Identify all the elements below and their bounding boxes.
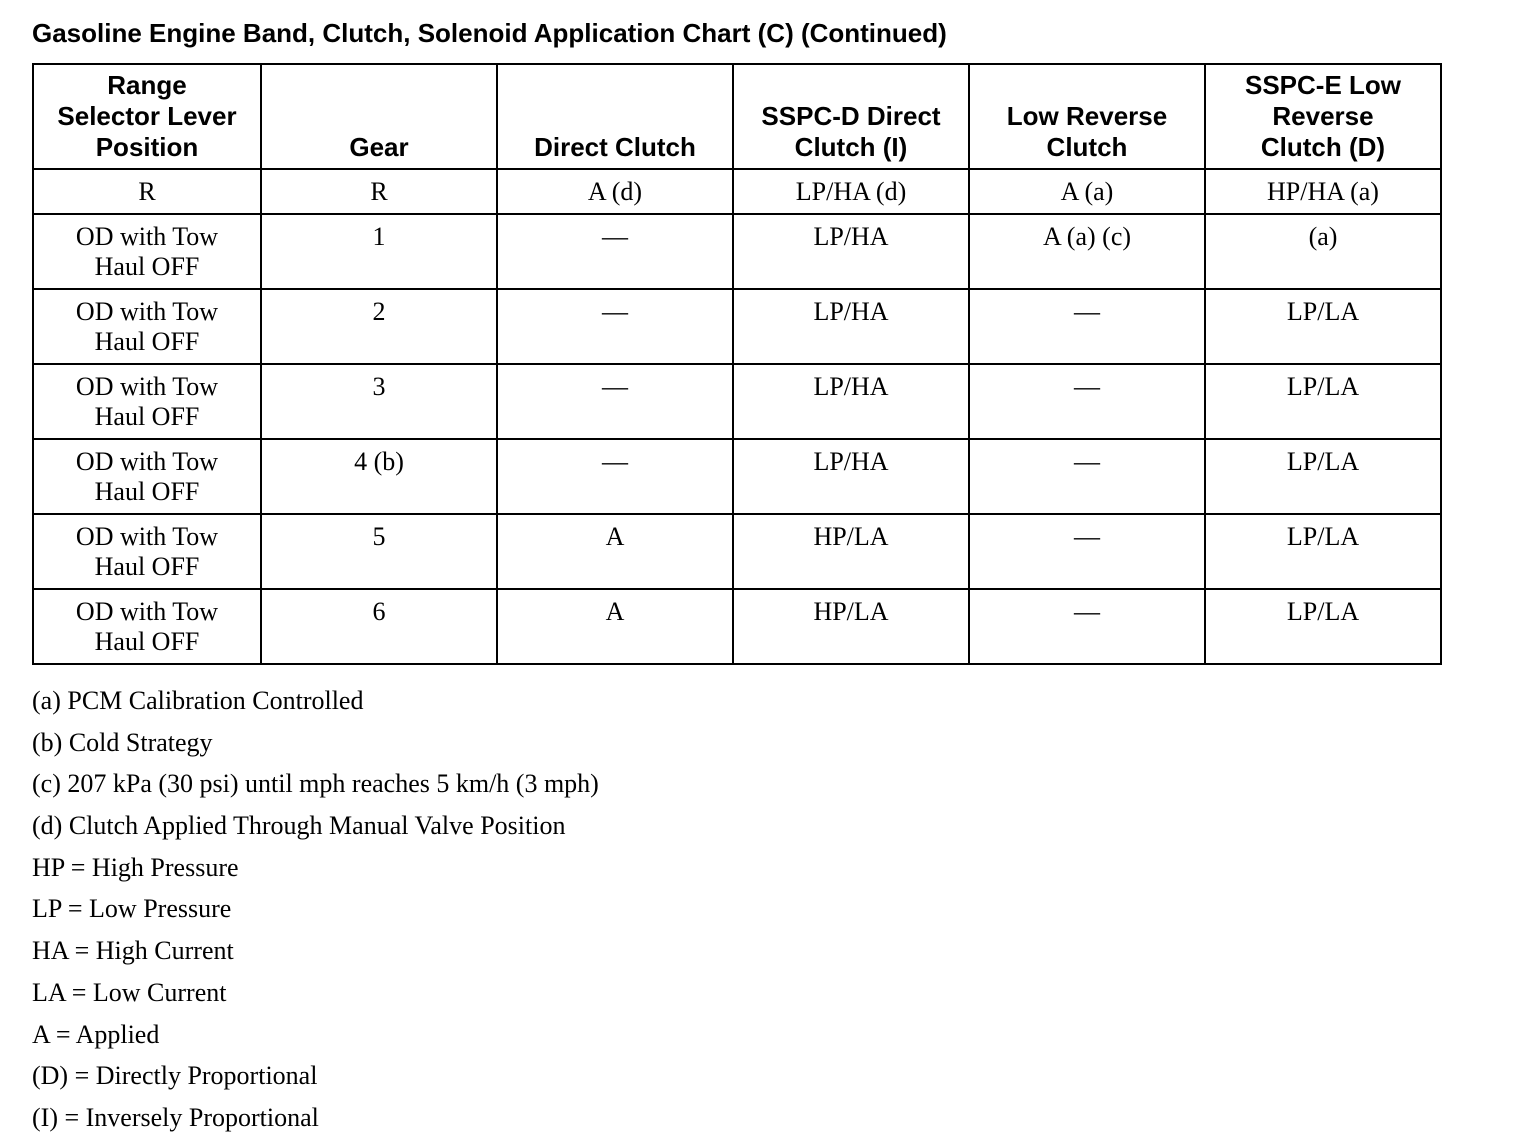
table-row xyxy=(33,169,1441,214)
table-cell-low-reverse xyxy=(969,214,1205,289)
header-direct-clutch xyxy=(497,64,733,169)
footnote: (c) 207 kPa (30 psi) until mph reaches 5 km/h (3 mph) xyxy=(32,769,599,799)
table-cell-sspc-d xyxy=(733,214,969,289)
table-cell-gear xyxy=(261,289,497,364)
table-cell-range xyxy=(33,514,261,589)
cell-line: OD with Tow xyxy=(75,222,219,251)
header-line: Gear xyxy=(349,132,409,162)
table-cell-low-reverse xyxy=(969,364,1205,439)
cell-line: LP/LA xyxy=(1286,597,1360,626)
table-cell-low-reverse xyxy=(969,439,1205,514)
header-line: Clutch xyxy=(1046,132,1128,162)
table-cell-direct-clutch xyxy=(497,589,733,664)
table-cell-gear xyxy=(261,514,497,589)
cell-line: LP/HA xyxy=(813,297,889,326)
table-cell-range xyxy=(33,589,261,664)
cell-line: 3 xyxy=(372,372,386,401)
cell-line: OD with Tow xyxy=(75,297,219,326)
cell-line: LP/LA xyxy=(1286,522,1360,551)
table-cell-low-reverse xyxy=(969,589,1205,664)
cell-line: A xyxy=(605,522,625,551)
header-gear xyxy=(261,64,497,169)
table-cell-gear xyxy=(261,214,497,289)
cell-line: — xyxy=(1074,372,1100,401)
table-cell-sspc-d xyxy=(733,589,969,664)
table-cell-low-reverse xyxy=(969,514,1205,589)
header-line: Clutch (I) xyxy=(794,132,908,162)
cell-line: — xyxy=(602,372,628,401)
legend-item: LP = Low Pressure xyxy=(32,894,232,924)
table-cell-direct-clutch xyxy=(497,514,733,589)
table-header-row xyxy=(33,64,1441,169)
header-line: SSPC-D Direct xyxy=(761,101,941,131)
cell-line: 4 (b) xyxy=(354,447,404,476)
cell-line: LP/HA xyxy=(813,447,889,476)
table-cell-range xyxy=(33,214,261,289)
table-cell-sspc-d xyxy=(733,514,969,589)
application-chart-table xyxy=(32,63,1442,665)
table-cell-sspc-d xyxy=(733,289,969,364)
table-cell-gear xyxy=(261,169,497,214)
cell-line: — xyxy=(1074,522,1100,551)
cell-line: (a) xyxy=(1308,222,1338,251)
table-cell-sspc-d xyxy=(733,439,969,514)
cell-line: LP/HA xyxy=(813,372,889,401)
table-cell-direct-clutch xyxy=(497,214,733,289)
cell-line: HP/HA (a) xyxy=(1267,177,1379,206)
cell-line: Haul OFF xyxy=(94,552,200,581)
table-cell-direct-clutch xyxy=(497,289,733,364)
cell-line: A (d) xyxy=(587,177,643,206)
page-title: Gasoline Engine Band, Clutch, Solenoid Application Chart (C) (Continued) xyxy=(32,18,947,48)
cell-line: 1 xyxy=(372,222,386,251)
header-line: Range xyxy=(107,70,187,100)
cell-line: — xyxy=(602,447,628,476)
table-cell-gear xyxy=(261,439,497,514)
table-cell-sspc-e xyxy=(1205,289,1441,364)
header-line: Low Reverse xyxy=(1006,101,1168,131)
legend-item: HP = High Pressure xyxy=(32,852,239,882)
table-cell-sspc-d xyxy=(733,169,969,214)
cell-line: LP/LA xyxy=(1286,447,1360,476)
footnote: (a) PCM Calibration Controlled xyxy=(32,686,364,715)
table-cell-sspc-d xyxy=(733,364,969,439)
cell-line: OD with Tow xyxy=(75,597,219,626)
footnote: (d) Clutch Applied Through Manual Valve Position xyxy=(32,811,566,841)
cell-line: Haul OFF xyxy=(94,477,200,506)
legend-item: HA = High Current xyxy=(32,936,234,966)
cell-line: LP/HA (d) xyxy=(795,177,907,206)
table-row xyxy=(33,364,1441,439)
table-cell-sspc-e xyxy=(1205,214,1441,289)
table-cell-range xyxy=(33,169,261,214)
table-cell-sspc-e xyxy=(1205,439,1441,514)
table-cell-sspc-e xyxy=(1205,364,1441,439)
cell-line: LP/HA xyxy=(813,222,889,251)
legend-item: (I) = Inversely Proportional xyxy=(32,1102,319,1132)
header-line: Position xyxy=(95,132,199,162)
table-cell-sspc-e xyxy=(1205,589,1441,664)
cell-line: — xyxy=(1074,447,1100,476)
cell-line: — xyxy=(602,222,628,251)
table-row xyxy=(33,439,1441,514)
footnote: (b) Cold Strategy xyxy=(32,727,213,757)
cell-line: OD with Tow xyxy=(75,372,219,401)
cell-line: A (a) xyxy=(1060,177,1114,206)
header-line: Selector Lever xyxy=(57,101,237,131)
cell-line: A (a) (c) xyxy=(1042,222,1132,251)
table-cell-range xyxy=(33,439,261,514)
cell-line: OD with Tow xyxy=(75,522,219,551)
table-cell-range xyxy=(33,364,261,439)
table-cell-sspc-e xyxy=(1205,514,1441,589)
header-sspc-e-low-reverse-clutch xyxy=(1205,64,1441,169)
table-cell-low-reverse xyxy=(969,289,1205,364)
cell-line: — xyxy=(1074,597,1100,626)
table-row xyxy=(33,514,1441,589)
table-row xyxy=(33,589,1441,664)
cell-line: Haul OFF xyxy=(94,252,200,281)
table-cell-direct-clutch xyxy=(497,364,733,439)
cell-line: 5 xyxy=(372,522,386,551)
header-line: Clutch (D) xyxy=(1260,132,1386,162)
table-row xyxy=(33,289,1441,364)
cell-line: 2 xyxy=(372,297,386,326)
cell-line: HP/LA xyxy=(813,597,889,626)
table-cell-range xyxy=(33,289,261,364)
table-cell-sspc-e xyxy=(1205,169,1441,214)
cell-line: LP/LA xyxy=(1286,297,1360,326)
table-cell-direct-clutch xyxy=(497,439,733,514)
legend-item: LA = Low Current xyxy=(32,977,227,1007)
cell-line: Haul OFF xyxy=(94,327,200,356)
cell-line: R xyxy=(138,177,156,206)
header-line: SSPC-E Low xyxy=(1244,70,1401,100)
cell-line: — xyxy=(602,297,628,326)
header-range-selector-lever-position xyxy=(33,64,261,169)
legend-item: (D) = Directly Proportional xyxy=(32,1061,318,1091)
footnotes-legend xyxy=(32,686,599,1145)
cell-line: R xyxy=(370,177,388,206)
cell-line: A xyxy=(605,597,625,626)
cell-line: Haul OFF xyxy=(94,627,200,656)
cell-line: Haul OFF xyxy=(94,402,200,431)
table-cell-direct-clutch xyxy=(497,169,733,214)
cell-line: OD with Tow xyxy=(75,447,219,476)
header-sspc-d-direct-clutch xyxy=(733,64,969,169)
cell-line: 6 xyxy=(372,597,386,626)
table-cell-low-reverse xyxy=(969,169,1205,214)
table-cell-gear xyxy=(261,364,497,439)
table-cell-gear xyxy=(261,589,497,664)
cell-line: LP/LA xyxy=(1286,372,1360,401)
header-line: Reverse xyxy=(1272,101,1374,131)
legend-item: A = Applied xyxy=(32,1019,160,1049)
cell-line: HP/LA xyxy=(813,522,889,551)
header-low-reverse-clutch xyxy=(969,64,1205,169)
table-row xyxy=(33,214,1441,289)
cell-line: — xyxy=(1074,297,1100,326)
header-line: Direct Clutch xyxy=(534,132,696,162)
